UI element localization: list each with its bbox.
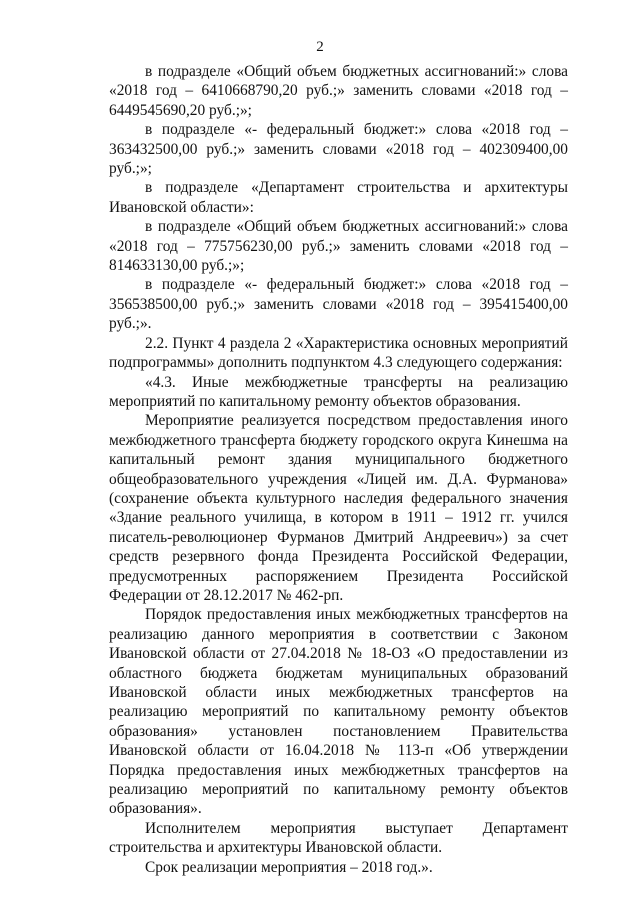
paragraph-measure-description: Мероприятие реализуется посредством предоставления иного межбюджетного трансферта бюджету городского округа Кинешма на капитальный ремонт здания муниципального бюджетного общеобразовательного учреждения «Лицей им. Д.А. Фурманова» (сохранение объекта культурного наследия федерального значения «Здание реального училища, в котором в 1911 – 1912 гг. учился писатель-революционер Фурманов Дмитрий Андреевич») за счет средств резервного фонда Президента Российской Федерации, предусмотренных распоряжением Президента Российской Федерации от 28.12.2017 № 462-рп. — [109, 412, 568, 604]
paragraph-subitem-4-3-title: «4.3. Иные межбюджетные трансферты на реализацию мероприятий по капитальному ремонту объектов образования. — [109, 373, 568, 410]
paragraph-federal-budget-1: в подразделе «- федеральный бюджет:» слова «2018 год – 363432500,00 руб.;» заменить словами «2018 год – 402309400,00 руб.;»; — [109, 121, 568, 178]
paragraph-item-2-2: 2.2. Пункт 4 раздела 2 «Характеристика основных мероприятий подпрограммы» дополнить подпунктом 4.3 следующего содержания: — [109, 334, 568, 372]
paragraph-federal-budget-2: в подразделе «- федеральный бюджет:» слова «2018 год – 356538500,00 руб.;» заменить словами «2018 год – 395415400,00 руб.;». — [109, 276, 568, 333]
document-body — [109, 62, 568, 877]
paragraph-executor: Исполнителем мероприятия выступает Департамент строительства и архитектуры Ивановской области. — [109, 819, 568, 857]
paragraph-department-subsection: в подразделе «Департамент строительства и архитектуры Ивановской области»: — [109, 179, 568, 216]
paragraph-budget-total-1: в подразделе «Общий объем бюджетных ассигнований:» слова «2018 год – 6410668790,20 руб.;» заменить словами «2018 год – 6449545690,20 руб.;»; — [109, 63, 568, 119]
page-number: 2 — [316, 39, 324, 55]
paragraph-transfer-procedure: Порядок предоставления иных межбюджетных трансфертов на реализацию данного мероприятия в соответствии с Законом Ивановской области от 27.04.2018 № 18-ОЗ «О предоставлении из областного бюджета бюджетам муниципальных образований Ивановской области иных межбюджетных трансфертов на реализацию мероприятий по капитальному ремонту объектов образования» установлен постановлением Правительства Ивановской области от 16.04.2018 № 113-п «Об утверждении Порядка предоставления иных межбюджетных трансфертов на реализацию мероприятий по капитальному ремонту объектов образования». — [109, 606, 568, 818]
paragraph-term: Срок реализации мероприятия – 2018 год.». — [145, 858, 433, 876]
paragraph-budget-total-2: в подразделе «Общий объем бюджетных ассигнований:» слова «2018 год – 775756230,00 руб.;» заменить словами «2018 год – 814633130,00 руб.;»; — [109, 218, 568, 275]
